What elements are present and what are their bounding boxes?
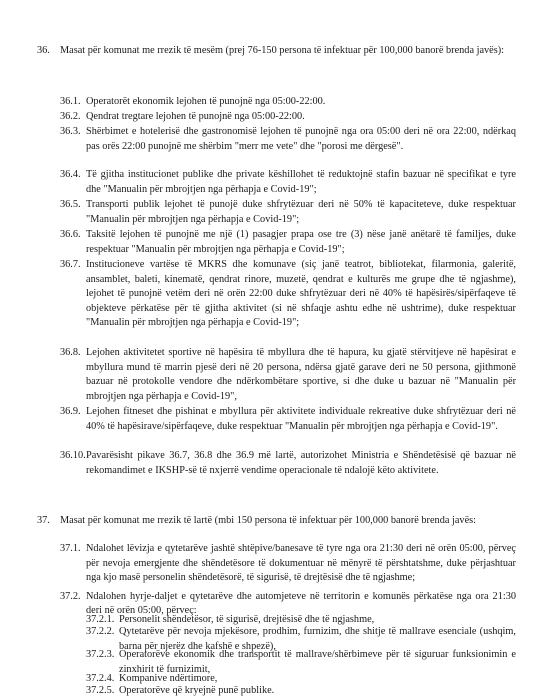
item-number: 36.5. bbox=[60, 199, 81, 210]
item-text: Operatorët ekonomik lejohen të punojnë nga 05:00-22:00. bbox=[86, 96, 326, 107]
item-text: Transporti publik lejohet të punojë duke shfrytëzuar deri në 50% të kapaciteteve, duke respektuar "Manualin për mbrojtjen nga përhapja e Covid-19"; bbox=[86, 199, 516, 225]
list-item-36-2 bbox=[60, 110, 516, 125]
section-number: 37. bbox=[37, 515, 50, 526]
item-text: Institucioneve vartëse të MKRS dhe komunave (siç janë teatrot, bibliotekat, filarmonia, galeritë, ansamblet, baleti, kinematë, qendrat rinore, muzetë, qendrat e kulturës me grupe dhe të ngjashme), lejohet të punojnë vetëm deri në orën 22:00 duke shfrytëzuar deri në 40% të hapësirës/sipërfaqeve të objekteve përkatëse për të gjitha aktivitet (si në shfaqje ashtu edhe në ushtrime), duke respektuar "Manualin për mbrojtjen nga përhapja e Covid-19"; bbox=[86, 259, 516, 329]
item-text: Lejohen aktivitetet sportive në hapësira të mbyllura dhe të hapura, ku gjatë stërvitjeve në hapësirat e mbyllura mund të marrin pjesë deri në 20 persona, ndërsa gjatë garave deri ne 50 persona, gjithmonë bazuar në protokolle vendore dhe ndërkombëtare sportive, si dhe duke u bazuar në "Manualin për mbrojtjen nga përhapja e Covid-19", bbox=[86, 347, 516, 402]
item-number: 36.4. bbox=[60, 169, 81, 180]
item-text: Ndalohen hyrje-daljet e qytetarëve dhe automjeteve në territorin e komunës përkatëse nga ora 21:30 deri në orën 05:00, përveç: bbox=[86, 590, 516, 617]
item-number: 36.7. bbox=[60, 259, 81, 270]
section-number: 36. bbox=[37, 45, 50, 56]
item-text: Operatorëve ekonomik dhe transportit të mallrave/shërbimeve për të siguruar funksionimin e zinxhirit të furnizimit, bbox=[119, 649, 516, 676]
item-text: Pavarësisht pikave 36.7, 36.8 dhe 36.9 më lartë, autorizohet Ministria e Shëndetësisë që bazuar në rekomandimet e IKSHP-së të nxjerrë vendime operacionale të ndalojë këto aktivitete. bbox=[86, 450, 516, 476]
item-number: 37.2.2. bbox=[86, 626, 115, 638]
section-heading: Masat për komunat me rrezik të lartë (mbi 150 persona të infektuar për 100,000 banorë brenda javës: bbox=[60, 515, 477, 526]
item-number: 36.9. bbox=[60, 406, 81, 417]
item-number: 37.2.5. bbox=[86, 684, 115, 696]
item-text: Qytetarëve për nevoja mjekësore, prodhim, furnizim, dhe shitje të mallrave esenciale (ushqim, barna për njerëz dhe kafshë e shpezë), bbox=[119, 626, 516, 652]
item-text: Lejohen fitneset dhe pishinat e mbyllura për aktivitete individuale rekreative duke shfrytëzuar deri në 40% të hapësirave/sipërfaqeve, duke respektuar "Manualin për mbrojtjen nga përhapja e Covid-19". bbox=[86, 406, 516, 432]
item-text: Ndalohet lëvizja e qytetarëve jashtë shtëpive/banesave të tyre nga ora 21:30 deri në orën 05:00, përveç për nevoja emergjente dhe shëndetësore të dokumentuar në mënyrë të përshtatshme, duke përjashtuar nga kjo masë personelin shëndetësorë, të sigurisë, të drejtësisë dhe të ngjashme; bbox=[86, 543, 516, 584]
item-number: 37.1. bbox=[60, 543, 81, 555]
list-item-36-4 bbox=[60, 168, 516, 197]
section-37 bbox=[37, 514, 517, 529]
item-text: Operatorëve që kryejnë punë publike. bbox=[119, 684, 275, 696]
section-heading: Masat për komunat me rrezik të mesëm (prej 76-150 persona të infektuar për 100,000 banorë brenda javës): bbox=[60, 45, 505, 56]
item-number: 36.8. bbox=[60, 347, 81, 358]
list-item-37-1 bbox=[60, 542, 516, 586]
item-number: 37.2.3. bbox=[86, 649, 115, 661]
list-item-36-7 bbox=[60, 258, 516, 331]
list-item-37-2-5 bbox=[86, 684, 516, 699]
item-number: 36.1. bbox=[60, 96, 81, 107]
item-text: Personelit shëndetësor, të sigurisë, drejtësisë dhe të ngjashme, bbox=[119, 614, 375, 626]
list-item-36-8 bbox=[60, 346, 516, 404]
item-text: Taksitë lejohen të punojnë me një (1) pasagjer prapa ose tre (3) nëse janë anëtarë të familjes, duke respektuar "Manualin për mbrojtjen nga përhapja e Covid-19"; bbox=[86, 229, 516, 255]
item-text: Shërbimet e hotelerisë dhe gastronomisë lejohen të punojnë nga ora 05:00 deri në ora 22:00, ndërkaq pas orës 22:00 punojnë me shërbim "merr me vete" dhe "porosi me dërgesë". bbox=[86, 126, 516, 152]
list-item-36-6 bbox=[60, 228, 516, 257]
item-number: 36.6. bbox=[60, 229, 81, 240]
section-36 bbox=[37, 44, 517, 59]
item-number: 36.3. bbox=[60, 126, 81, 137]
item-text: Kompanive ndërtimore, bbox=[119, 672, 218, 684]
list-item-36-3 bbox=[60, 125, 516, 154]
item-text: Qendrat tregtare lejohen të punojnë nga 05:00-22:00. bbox=[86, 111, 305, 122]
item-text: Të gjitha institucionet publike dhe private këshillohet të reduktojnë stafin bazuar në specifikat e tyre dhe "Manualin për mbrojtjen nga përhapja e Covid-19"; bbox=[86, 169, 516, 195]
item-number: 36.10. bbox=[60, 450, 86, 461]
list-item-36-5 bbox=[60, 198, 516, 227]
item-number: 37.2.1. bbox=[86, 614, 115, 626]
item-number: 36.2. bbox=[60, 111, 81, 122]
item-number: 37.2. bbox=[60, 590, 81, 602]
item-number: 37.2.4. bbox=[86, 672, 115, 684]
list-item-36-9 bbox=[60, 405, 516, 434]
list-item-36-1 bbox=[60, 95, 516, 110]
list-item-36-10 bbox=[60, 449, 516, 478]
